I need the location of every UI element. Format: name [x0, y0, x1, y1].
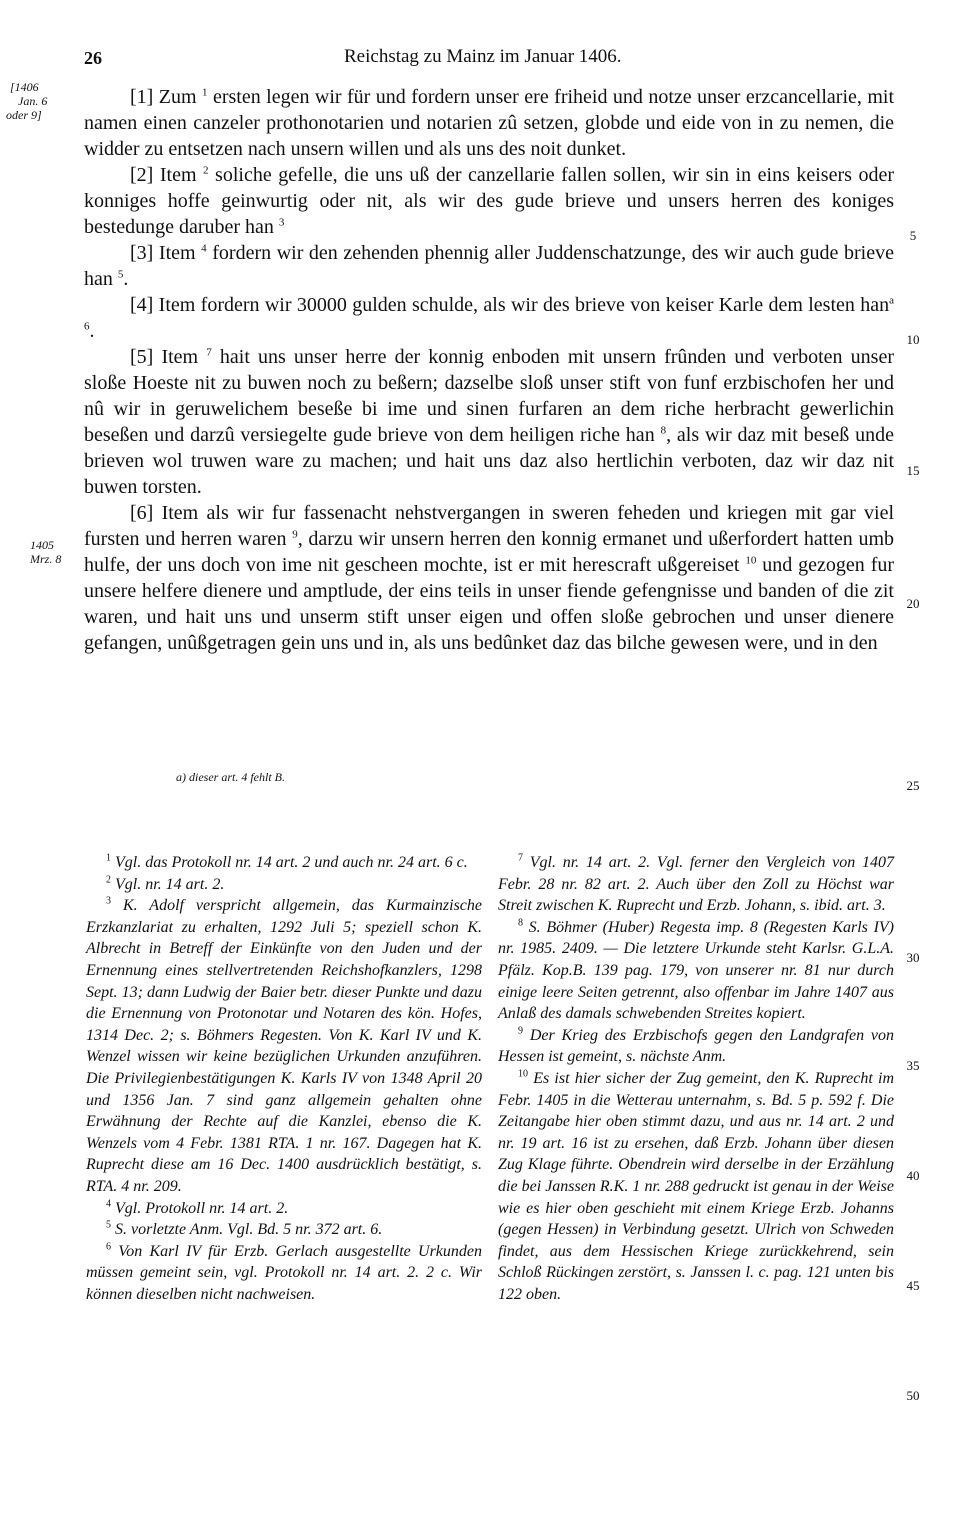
footnote-marker: 4: [106, 1198, 111, 1210]
footnote-marker: 7: [518, 852, 523, 864]
footnote-marker: 6: [106, 1241, 111, 1253]
footnote-text: Von Karl IV für Erzb. Gerlach ausgestellte Urkunden müssen gemeint sein, vgl. Protokoll nr. 14 art. 2. 2 c. Wir können dieselben nicht nachweisen.: [86, 1242, 482, 1303]
footnote: [498, 1025, 894, 1068]
line-number: 5: [909, 228, 917, 243]
footnote-reference: 5: [117, 268, 124, 281]
footnote-reference: 9: [292, 528, 298, 541]
footnote-reference: 2: [203, 164, 209, 177]
margin-date-line: 1405: [30, 538, 54, 552]
footnote: [498, 917, 894, 1025]
text-segment: [6] Item als wir fur fassenacht nehstvergangen in sweren feheden und kriegen mit gar viel fursten und herren waren: [84, 502, 894, 550]
margin-date-line: oder 9]: [6, 108, 42, 122]
line-number: 40: [906, 1168, 920, 1183]
footnote-reference: 7: [206, 346, 212, 359]
footnote-text: Vgl. Protokoll nr. 14 art. 2.: [111, 1199, 289, 1217]
text-segment: fordern wir den zehenden phennig aller Juddenschatzunge, des wir auch gude brieve han: [84, 242, 894, 290]
footnote-reference: a 6: [84, 294, 894, 333]
text-segment: ersten legen wir für und fordern unser ere friheid und notze unser erzcancellarie, mit namen einen canzeler prothonotarien und notarien zû setzen, globde und eide von in zu nemen, die widder zu entsetzen nach unsern willen und als uns des noit dunket.: [84, 86, 895, 160]
main-text: [84, 84, 894, 656]
text-segment: [1] Zum: [130, 86, 202, 108]
footnote: [86, 874, 482, 896]
footnote: [86, 1241, 482, 1306]
text-segment: .: [123, 268, 129, 290]
footnote-reference: 3: [278, 216, 285, 229]
footnote-text: K. Adolf verspricht allgemein, das Kurmainzische Erzkanzlariat zu erhalten, 1292 Juli 5; speziell schon K. Albrecht in Betreff der Einkünfte von den Juden und der Ernennung eines stellvertretenden Reichshofkanzlers, 1298 Sept. 13; dann Ludwig der Baier betr. dieser Punkte und dazu die Ernennung von Protonotar und Notaren des kön. Hofes, 1314 Dec. 2; s. Böhmers Regesten. Von K. Karl IV und K. Wenzel wissen wir keine bezüglichen Urkunden anzuführen. Die Privilegienbestätigungen K. Karls IV von 1348 April 20 und 1356 Jan. 7 sind ganz allgemein gehalten ohne Erwähnung der Rechte auf die Kanzlei, ebenso die K. Wenzels vom 4 Febr. 1381 RTA. 1 nr. 167. Dagegen hat K. Ruprecht diese am 16 Dec. 1400 ausdrücklich bestätigt, s. RTA. 4 nr. 209.: [86, 897, 482, 1195]
footnote-text: Es ist hier sicher der Zug gemeint, den K. Ruprecht im Febr. 1405 in die Wetterau unternahm, s. Bd. 5 p. 592 f. Die Zeitangabe hier oben stimmt dazu, und aus nr. 14 art. 2 und nr. 19 art. 16 ist zu ersehen, daß Erzb. Johann über diesen Zug Klage führte. Obendrein wird derselbe in der Erzählung die bei Janssen R.K. 1 nr. 288 gedruckt ist genau in der Weise wie es hier oben geschieht mit einem Kriege Erzb. Johanns (gegen Hessen) in Verbindung gesetzt. Ulrich von Schweden findet, aus dem Hessischen Kriege zurückkehrend, sein Schloß Rückingen zerstört, s. Janssen l. c. pag. 121 unten bis 122 oben.: [498, 1069, 894, 1303]
line-number: 35: [906, 1058, 920, 1073]
text-segment: [2] Item: [130, 164, 204, 186]
text-segment: [3] Item: [130, 242, 202, 264]
footnote-text: Vgl. nr. 14 art. 2. Vgl. ferner den Vergleich von 1407 Febr. 28 nr. 82 art. 2. Auch über den Zoll zu Höchst war Streit zwischen K. Ruprecht und Erzb. Johann, s. ibid. art. 3.: [498, 854, 894, 915]
text-segment: soliche gefelle, die uns uß der canzellarie fallen sollen, wir sin in eins keisers oder konniges hoffe geinwurtig oder nit, als wir des gude brieve und unsers herren des koniges bestedunge daruber han: [84, 164, 894, 238]
footnotes-right: [498, 852, 894, 1305]
footnote-text: Vgl. nr. 14 art. 2.: [111, 875, 225, 893]
footnote-marker: 1: [106, 852, 111, 864]
text-segment: , als wir daz mit beseß unde brieven wol truwen ware zu machen; und hait uns daz also hertlichin verboten, daz wir daz nit buwen torsten.: [84, 424, 894, 498]
page-number: 26: [84, 48, 102, 68]
footnote-marker: 2: [106, 874, 111, 886]
footnote-reference: 8: [660, 424, 667, 437]
footnote-marker: 8: [518, 917, 523, 929]
line-number: 20: [906, 596, 920, 611]
footnote-reference: 1: [202, 86, 208, 99]
text-paragraph: [84, 292, 894, 344]
text-paragraph: [84, 84, 894, 162]
footnote-reference: 10: [745, 554, 757, 567]
text-segment: [4] Item fordern wir 30000 gulden schulde, als wir des brieve von keiser Karle dem lesten han: [130, 294, 890, 316]
line-number: 45: [906, 1278, 920, 1293]
footnote: [86, 1198, 482, 1220]
text-segment: hait uns unser herre der konnig enboden mit unsern frûnden und verboten unser sloße Hoeste nit zu buwen noch zu beßern; dazselbe sloß unser stift von funf erzbischofen her und nû wir in geruwelichem beseße bi ime und sinen furfaren an dem riche herbracht gewerlichin beseßen und darzû versiegelte gude brieve von dem heiligen riche han: [84, 346, 894, 446]
variant-note: a) dieser art. 4 fehlt B.: [176, 770, 285, 784]
text-paragraph: [84, 240, 894, 292]
text-segment: [5] Item: [130, 346, 207, 368]
text-paragraph: [84, 500, 894, 656]
footnote: [498, 852, 894, 917]
footnote-text: Der Krieg des Erzbischofs gegen den Landgrafen von Hessen ist gemeint, s. nächste Anm.: [498, 1026, 894, 1066]
footnote-text: Vgl. das Protokoll nr. 14 art. 2 und auch nr. 24 art. 6 c.: [111, 854, 468, 871]
margin-date-line: Jan. 6: [18, 94, 48, 108]
footnote: [86, 895, 482, 1197]
text-segment: , darzu wir unsern herren den konnig ermanet und ußerfordert hatten umb hulfe, der uns doch von ime nit gescheen mochte, ist er mit herescraft ußgereiset: [84, 528, 895, 576]
margin-date-line: Mrz. 8: [30, 552, 62, 566]
line-number: 50: [906, 1388, 920, 1403]
footnote-text: S. Böhmer (Huber) Regesta imp. 8 (Regesten Karls IV) nr. 1985. 2409. — Die letztere Urkunde steht Karlsr. G.L.A. Pfälz. Kop.B. 139 pag. 179, von unserer nr. 81 nur durch einige leere Seiten getrennt, also offenbar im Jahre 1407 aus Anlaß des damals schwebenden Streites kopiert.: [498, 918, 894, 1023]
footnote: [86, 852, 482, 874]
line-number: 30: [906, 950, 920, 965]
footnote: [86, 1219, 482, 1241]
margin-date-1: [6, 80, 48, 122]
text-paragraph: [84, 344, 894, 500]
footnote-text: S. vorletzte Anm. Vgl. Bd. 5 nr. 372 art. 6.: [111, 1221, 383, 1239]
running-head: Reichstag zu Mainz im Januar 1406.: [344, 46, 622, 67]
footnote-marker: 3: [106, 895, 111, 907]
margin-date-line: [1406: [10, 80, 39, 94]
text-segment: .: [89, 320, 95, 342]
line-number: 15: [906, 463, 920, 478]
line-number: 10: [906, 332, 920, 347]
footnotes-left: [86, 852, 482, 1305]
footnote-reference: 4: [201, 242, 207, 255]
footnote-marker: 5: [106, 1219, 111, 1231]
footnote: [498, 1068, 894, 1306]
margin-date-2: [30, 538, 61, 566]
footnote-marker: 10: [518, 1068, 528, 1080]
text-paragraph: [84, 162, 894, 240]
line-number: 25: [906, 778, 920, 793]
text-segment: und gezogen fur unsere helfere dienere und amptlude, der eins teils in unser fiende gefengnisse und banden of die zit waren, und hait uns und unserm stift unser eigen und offen sloße gebrochen und unser dienere gefangen, unûßgetragen gein uns und in, als uns bedûnket daz das bilche gewesen were, und in den: [84, 554, 895, 654]
footnote-marker: 9: [518, 1025, 523, 1037]
